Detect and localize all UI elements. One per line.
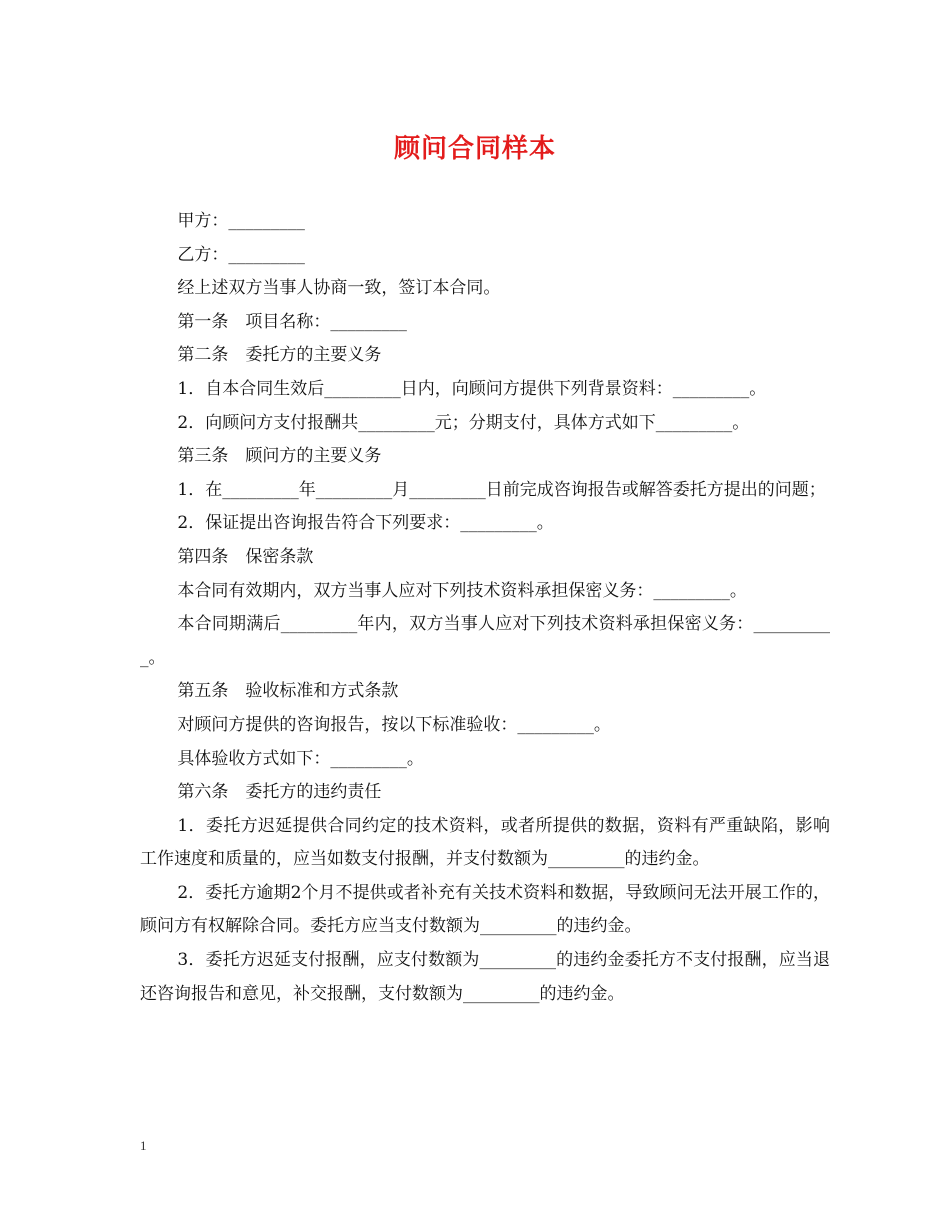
agreement-intro: 经上述双方当事人协商一致，签订本合同。 [177, 278, 501, 299]
article-6-heading: 第六条 委托方的违约责任 [177, 782, 382, 803]
article-4-clause-2: 本合同期满后_________年内，双方当事人应对下列技术资料承担保密义务：__________。 [140, 614, 830, 668]
article-1-heading: 第一条 项目名称：_________ [177, 311, 407, 332]
article-6-item-2: 2．委托方逾期2个月不提供或者补充有关技术资料和数据，导致顾问无法开展工作的，顾问方有权解除合同。委托方应当支付数额为_________的违约金。 [140, 882, 830, 937]
article-3-item-1: 1．在_________年_________月_________日前完成咨询报告或解答委托方提出的问题； [177, 479, 826, 500]
article-3-heading: 第三条 顾问方的主要义务 [177, 446, 382, 467]
article-2-item-1: 1．自本合同生效后_________日内，向顾问方提供下列背景资料：_________。 [177, 378, 767, 399]
article-6-item-1: 1．委托方迟延提供合同约定的技术资料，或者所提供的数据，资料有严重缺陷，影响工作速度和质量的，应当如数支付报酬，并支付数额为_________的违约金。 [140, 815, 830, 870]
party-a-line: 甲方：_________ [177, 211, 305, 231]
party-b-line: 乙方：_________ [177, 244, 305, 265]
article-4-heading: 第四条 保密条款 [177, 546, 314, 567]
article-2-item-2: 2．向顾问方支付报酬共_________元；分期支付，具体方式如下_________。 [177, 412, 750, 433]
article-4-clause-1: 本合同有效期内，双方当事人应对下列技术资料承担保密义务：_________。 [177, 580, 747, 601]
article-5-clause-1: 对顾问方提供的咨询报告，按以下标准验收：_________。 [177, 714, 611, 735]
page-number: 1 [140, 1138, 147, 1153]
article-5-heading: 第五条 验收标准和方式条款 [177, 681, 399, 702]
document-body [140, 205, 830, 1011]
article-3-item-2: 2．保证提出咨询报告符合下列要求：_________。 [177, 513, 554, 534]
article-2-heading: 第二条 委托方的主要义务 [177, 345, 382, 366]
article-5-clause-2: 具体验收方式如下：_________。 [177, 748, 424, 769]
document-title: 顾问合同样本 [393, 134, 556, 164]
article-6-item-3: 3．委托方迟延支付报酬，应支付数额为_________的违约金委托方不支付报酬，应当退还咨询报告和意见，补交报酬，支付数额为_________的违约金。 [140, 950, 830, 1004]
